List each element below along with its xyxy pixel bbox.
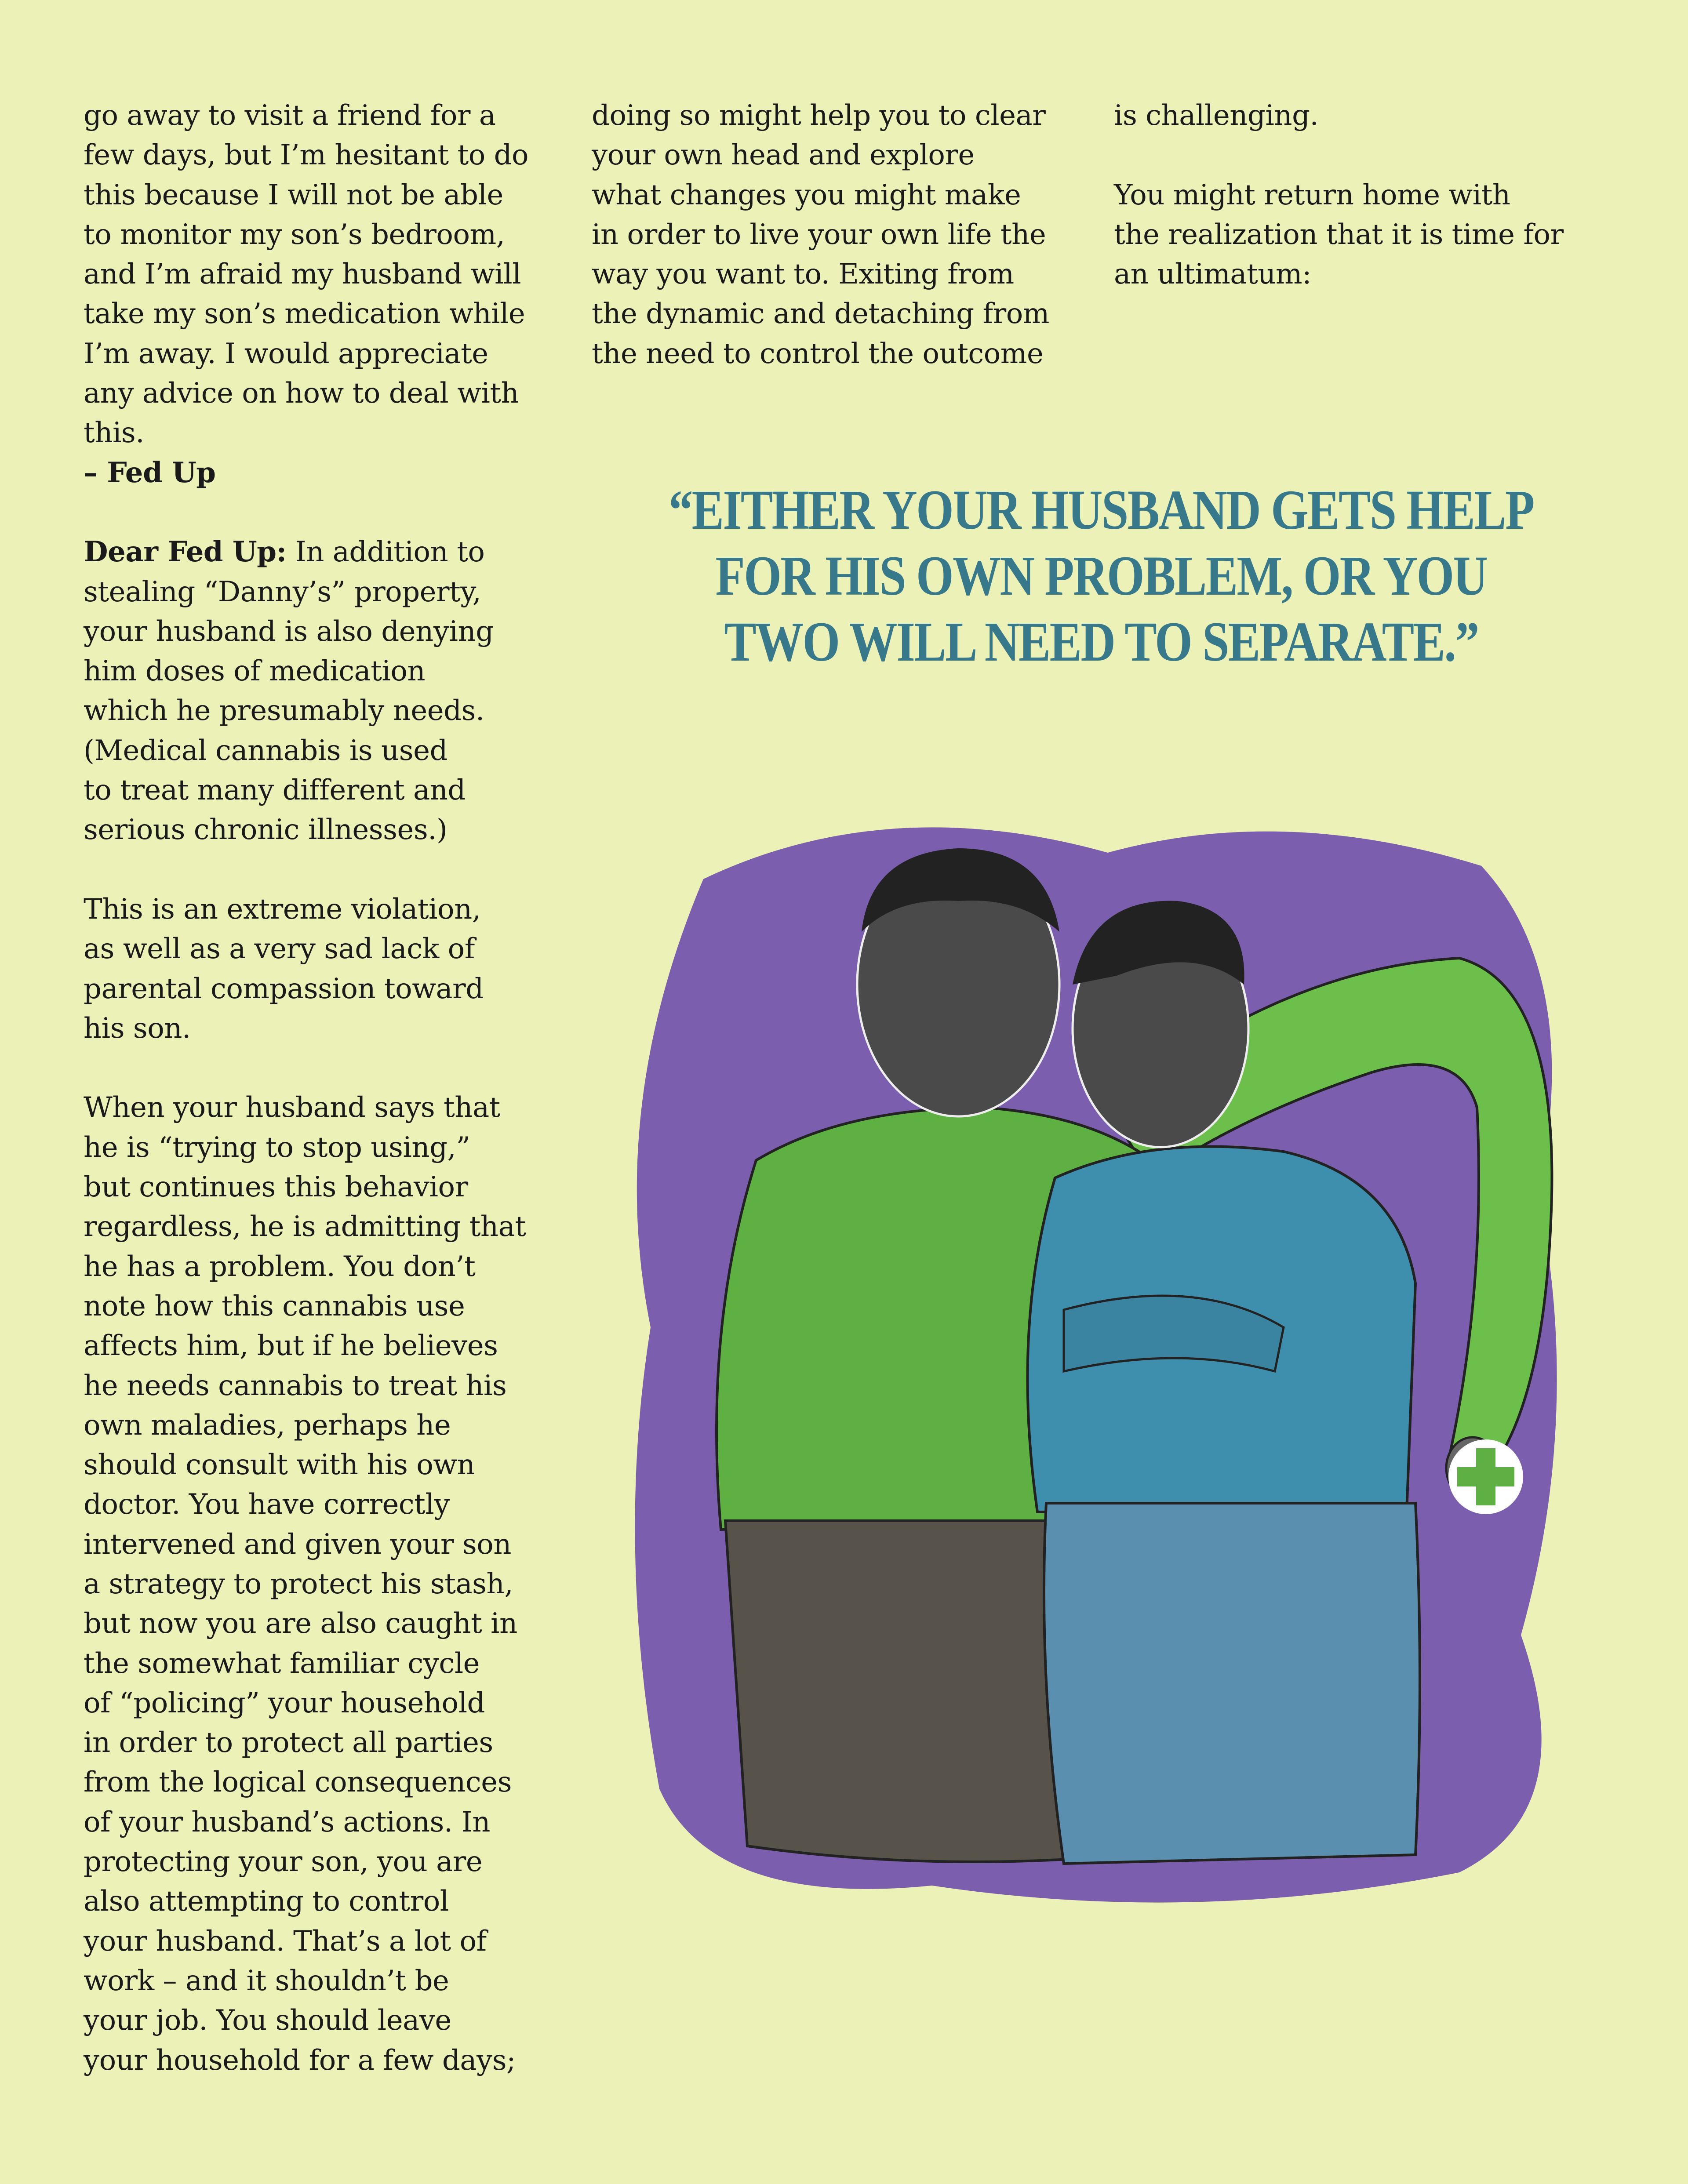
text-line: protecting your son, you are bbox=[84, 1846, 483, 1879]
text-line: the somewhat familiar cycle bbox=[84, 1647, 480, 1680]
pull-quote-line: “EITHER YOUR HUSBAND GETS HELP bbox=[669, 479, 1534, 541]
column-2-paragraph bbox=[592, 96, 1084, 374]
text-line: serious chronic illnesses.) bbox=[84, 814, 447, 847]
text-line: the need to control the outcome bbox=[592, 337, 1044, 370]
text-line: which he presumably needs. bbox=[84, 694, 484, 727]
text-line: your husband. That’s a lot of bbox=[84, 1925, 487, 1958]
text-line: of your husband’s actions. In bbox=[84, 1806, 490, 1839]
text-line: go away to visit a friend for a bbox=[84, 99, 496, 132]
text-line: your household for a few days; bbox=[84, 2044, 516, 2077]
text-line: in order to protect all parties bbox=[84, 1726, 493, 1759]
reply-paragraph-2 bbox=[84, 890, 576, 1048]
column-3-paragraph-2 bbox=[1114, 175, 1606, 294]
reply-salutation: Dear Fed Up: bbox=[84, 535, 287, 569]
text-line: the dynamic and detaching from bbox=[592, 298, 1049, 331]
text-line: I’m away. I would appreciate bbox=[84, 337, 488, 370]
illustration-father-and-son bbox=[624, 800, 1591, 1908]
text-line: doctor. You have correctly bbox=[84, 1488, 450, 1521]
text-line: but continues this behavior bbox=[84, 1171, 468, 1204]
pull-quote-line: TWO WILL NEED TO SEPARATE.” bbox=[724, 611, 1478, 673]
text-line: him doses of medication bbox=[84, 655, 426, 688]
text-line: in order to live your own life the bbox=[592, 218, 1046, 251]
column-2 bbox=[592, 96, 1084, 374]
text-line: own maladies, perhaps he bbox=[84, 1409, 451, 1442]
text-line: way you want to. Exiting from bbox=[592, 258, 1014, 291]
son-pants bbox=[1044, 1503, 1420, 1864]
text-line: any advice on how to deal with bbox=[84, 377, 519, 410]
text-line: he has a problem. You don’t bbox=[84, 1250, 476, 1283]
text-line: from the logical consequences bbox=[84, 1766, 512, 1799]
text-line: he needs cannabis to treat his bbox=[84, 1369, 507, 1402]
pull-quote bbox=[646, 477, 1557, 675]
text-line: this. bbox=[84, 417, 145, 450]
reply-first-line-text: In addition to bbox=[286, 536, 485, 569]
text-line: When your husband says that bbox=[84, 1091, 500, 1124]
text-line: an ultimatum: bbox=[1114, 258, 1312, 291]
text-line: affects him, but if he believes bbox=[84, 1330, 498, 1363]
letter-text bbox=[84, 96, 576, 453]
text-line: should consult with his own bbox=[84, 1449, 475, 1482]
text-line: This is an extreme violation, bbox=[84, 893, 481, 926]
text-line: what changes you might make bbox=[592, 178, 1021, 211]
text-line: regardless, he is admitting that bbox=[84, 1210, 526, 1243]
text-line: take my son’s medication while bbox=[84, 298, 525, 331]
text-line: (Medical cannabis is used bbox=[84, 734, 447, 767]
text-line: intervened and given your son bbox=[84, 1528, 511, 1561]
text-line: also attempting to control bbox=[84, 1885, 449, 1918]
text-line: note how this cannabis use bbox=[84, 1290, 465, 1323]
text-line: this because I will not be able bbox=[84, 178, 503, 211]
pull-quote-line: FOR HIS OWN PROBLEM, OR YOU bbox=[715, 545, 1487, 607]
reply-first-line bbox=[84, 532, 576, 572]
text-line: doing so might help you to clear bbox=[592, 99, 1046, 132]
letter-signature: – Fed Up bbox=[84, 456, 216, 489]
reply-paragraph-1 bbox=[84, 572, 576, 850]
text-line: your own head and explore bbox=[592, 139, 975, 172]
text-line: You might return home with bbox=[1114, 178, 1510, 211]
text-line: but now you are also caught in bbox=[84, 1607, 517, 1640]
column-3-paragraph-1 bbox=[1114, 96, 1606, 135]
text-line: of “policing” your household bbox=[84, 1686, 485, 1719]
text-line: stealing “Danny’s” property, bbox=[84, 575, 481, 608]
text-line: work – and it shouldn’t be bbox=[84, 1964, 449, 1997]
text-line: is challenging. bbox=[1114, 99, 1319, 132]
text-line: a strategy to protect his stash, bbox=[84, 1567, 513, 1600]
text-line: few days, but I’m hesitant to do bbox=[84, 139, 529, 172]
text-line: as well as a very sad lack of bbox=[84, 933, 475, 966]
text-line: your husband is also denying bbox=[84, 615, 494, 648]
text-line: parental compassion toward bbox=[84, 972, 484, 1005]
column-3 bbox=[1114, 96, 1606, 294]
reply-paragraph-3 bbox=[84, 1088, 576, 2080]
text-line: he is “trying to stop using,” bbox=[84, 1131, 470, 1164]
text-line: and I’m afraid my husband will bbox=[84, 258, 521, 291]
text-line: to treat many different and bbox=[84, 774, 466, 807]
text-line: to monitor my son’s bedroom, bbox=[84, 218, 505, 251]
column-1 bbox=[84, 96, 576, 2080]
text-line: the realization that it is time for bbox=[1114, 218, 1564, 251]
text-line: your job. You should leave bbox=[84, 2004, 451, 2037]
text-line: his son. bbox=[84, 1012, 191, 1045]
